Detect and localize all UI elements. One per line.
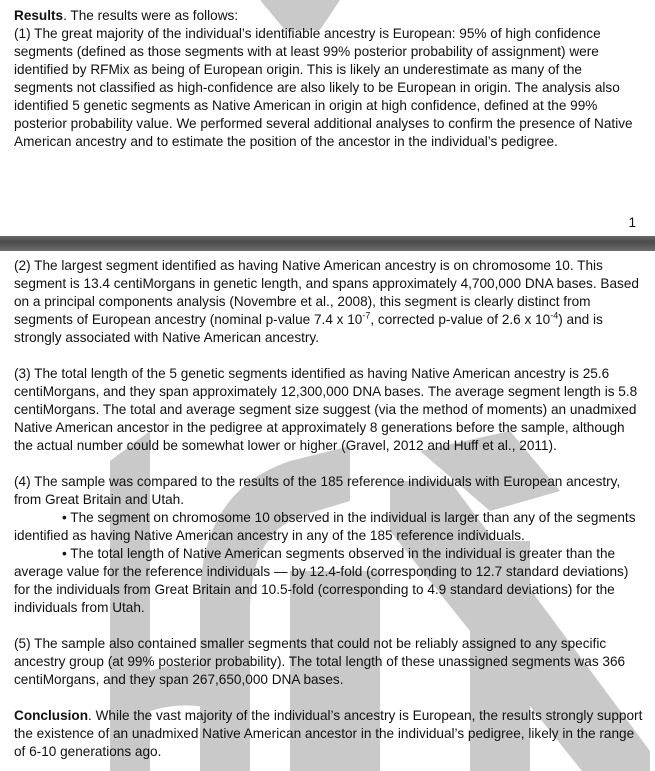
result-paragraph-5: (5) The sample also contained smaller segments that could not be reliably assigned to any specific ancestry group (at 99% posterior probability). The total length of these unassigned segments was 366 centiMorgans, and they span 267,650,000 DNA bases. xyxy=(14,636,626,687)
document-page-2 xyxy=(0,251,655,771)
conclusion-heading: Conclusion xyxy=(14,708,89,723)
conclusion-paragraph xyxy=(14,707,644,761)
result-paragraph-2-part-b: , corrected p-value of 2.6 x 10 xyxy=(370,312,551,327)
result-paragraph-2 xyxy=(14,257,644,347)
bullet-item-total-length: • The total length of Native American segments observed in the individual is greater than the average value for the reference individuals — by 12.4-fold (corresponding to 12.7 standard deviations) for the individuals from Great Britain and 10.5-fold (corresponding to 4.9 standard deviations) for the individuals from Utah. xyxy=(14,546,629,615)
results-section xyxy=(14,7,644,151)
p-value-exponent-corrected: -4 xyxy=(550,310,559,321)
results-intro-line xyxy=(14,7,644,25)
result-paragraph-3: (3) The total length of the 5 genetic segments identified as having Native American ancestry is 25.6 centiMorgans, and they span approximately 12,300,000 DNA bases. The average segment length is 5.8 centiMorgans. The total and average segment size suggest (via the method of moments) an unadmixed Native American ancestor in the pedigree at approximately 8 generations before the sample, although the actual number could be somewhat lower or higher (Gravel, 2012 and Huff et al., 2011). xyxy=(14,366,638,453)
results-heading: Results xyxy=(14,8,64,23)
analysis-section xyxy=(14,257,644,761)
p-value-exponent-nominal: -7 xyxy=(362,310,371,321)
page-separator xyxy=(0,236,655,251)
result-paragraph-2-part-c: ) and is strongly associated with Native American ancestry. xyxy=(14,312,603,345)
conclusion-text: . While the vast majority of the individual’s ancestry is European, the results strongly support the existence of an unadmixed Native American ancestor in the individual’s pedigree, likely in the range of 6-10 generations ago. xyxy=(14,708,643,759)
bullet-item-chromosome-10: • The segment on chromosome 10 observed in the individual is larger than any of the segments identified as having Native American ancestry in any of the 185 reference individuals. xyxy=(14,510,636,543)
results-intro-text: . The results were as follows: xyxy=(63,8,239,23)
result-paragraph-4: (4) The sample was compared to the results of the 185 reference individuals with European ancestry, from Great Britain and Utah. xyxy=(14,474,621,507)
page-number: 1 xyxy=(628,215,636,230)
result-paragraph-1: (1) The great majority of the individual’s identifiable ancestry is European: 95% of high confidence segments (defined as those segments with at least 99% posterior probability of assignment) were identified by RFMix as being of European origin. This is likely an underestimate as many of the segments not classified as high-confidence are also likely to be European in origin. The analysis also identified 5 genetic segments as Native American in origin at high confidence, defined at the 99% posterior probability value. We performed several additional analyses to confirm the presence of Native American ancestry and to estimate the position of the ancestor in the individual’s pedigree. xyxy=(14,26,633,149)
document-page-1 xyxy=(0,0,655,236)
result-paragraph-2-part-a: (2) The largest segment identified as having Native American ancestry is on chromosome 10. This segment is 13.4 centiMorgans in genetic length, and spans approximately 4,700,000 DNA bases. Based on a principal components analysis (Novembre et al., 2008), this segment is clearly distinct from segments of European ancestry (nominal p-value 7.4 x 10 xyxy=(14,258,639,327)
